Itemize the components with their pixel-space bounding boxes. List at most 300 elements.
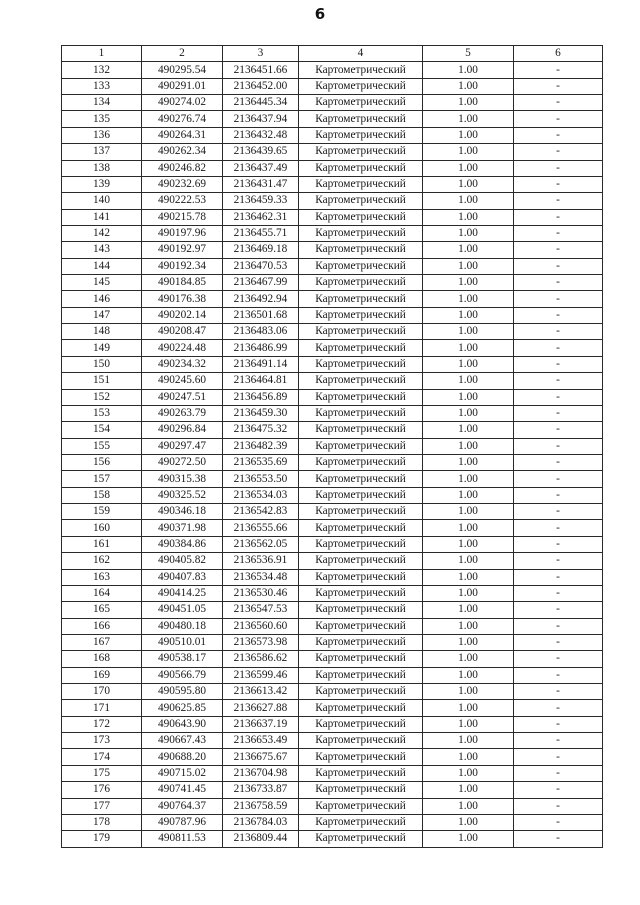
note-cell: - — [514, 471, 603, 487]
table-row — [62, 258, 603, 274]
accuracy-cell: 1.00 — [423, 798, 514, 814]
method-cell: Картометрический — [299, 258, 423, 274]
accuracy-cell: 1.00 — [423, 749, 514, 765]
y-coordinate-cell: 2136475.32 — [223, 422, 299, 438]
table-row — [62, 487, 603, 503]
point-number-cell: 176 — [62, 782, 142, 798]
point-number-cell: 157 — [62, 471, 142, 487]
y-coordinate-cell: 2136613.42 — [223, 684, 299, 700]
accuracy-cell: 1.00 — [423, 160, 514, 176]
table-row — [62, 520, 603, 536]
table-body — [62, 62, 603, 847]
accuracy-cell: 1.00 — [423, 144, 514, 160]
method-cell: Картометрический — [299, 356, 423, 372]
y-coordinate-cell: 2136491.14 — [223, 356, 299, 372]
header-cell: 2 — [142, 46, 223, 62]
accuracy-cell: 1.00 — [423, 536, 514, 552]
accuracy-cell: 1.00 — [423, 585, 514, 601]
note-cell: - — [514, 373, 603, 389]
y-coordinate-cell: 2136733.87 — [223, 782, 299, 798]
point-number-cell: 158 — [62, 487, 142, 503]
point-number-cell: 145 — [62, 275, 142, 291]
point-number-cell: 166 — [62, 618, 142, 634]
note-cell: - — [514, 389, 603, 405]
x-coordinate-cell: 490405.82 — [142, 553, 223, 569]
accuracy-cell: 1.00 — [423, 209, 514, 225]
note-cell: - — [514, 78, 603, 94]
point-number-cell: 156 — [62, 454, 142, 470]
method-cell: Картометрический — [299, 95, 423, 111]
x-coordinate-cell: 490371.98 — [142, 520, 223, 536]
point-number-cell: 169 — [62, 667, 142, 683]
note-cell: - — [514, 405, 603, 421]
point-number-cell: 147 — [62, 307, 142, 323]
point-number-cell: 142 — [62, 225, 142, 241]
method-cell: Картометрический — [299, 225, 423, 241]
x-coordinate-cell: 490208.47 — [142, 324, 223, 340]
note-cell: - — [514, 307, 603, 323]
note-cell: - — [514, 111, 603, 127]
header-cell: 6 — [514, 46, 603, 62]
accuracy-cell: 1.00 — [423, 602, 514, 618]
method-cell: Картометрический — [299, 618, 423, 634]
accuracy-cell: 1.00 — [423, 700, 514, 716]
accuracy-cell: 1.00 — [423, 225, 514, 241]
note-cell: - — [514, 667, 603, 683]
table-row — [62, 684, 603, 700]
note-cell: - — [514, 160, 603, 176]
y-coordinate-cell: 2136492.94 — [223, 291, 299, 307]
accuracy-cell: 1.00 — [423, 356, 514, 372]
accuracy-cell: 1.00 — [423, 127, 514, 143]
method-cell: Картометрический — [299, 373, 423, 389]
y-coordinate-cell: 2136637.19 — [223, 716, 299, 732]
point-number-cell: 163 — [62, 569, 142, 585]
method-cell: Картометрический — [299, 78, 423, 94]
table-row — [62, 438, 603, 454]
accuracy-cell: 1.00 — [423, 520, 514, 536]
method-cell: Картометрический — [299, 389, 423, 405]
note-cell: - — [514, 95, 603, 111]
note-cell: - — [514, 242, 603, 258]
table-row — [62, 454, 603, 470]
accuracy-cell: 1.00 — [423, 291, 514, 307]
y-coordinate-cell: 2136536.91 — [223, 553, 299, 569]
point-number-cell: 146 — [62, 291, 142, 307]
x-coordinate-cell: 490315.38 — [142, 471, 223, 487]
x-coordinate-cell: 490224.48 — [142, 340, 223, 356]
accuracy-cell: 1.00 — [423, 831, 514, 847]
table-row — [62, 127, 603, 143]
method-cell: Картометрический — [299, 634, 423, 650]
y-coordinate-cell: 2136501.68 — [223, 307, 299, 323]
method-cell: Картометрический — [299, 127, 423, 143]
point-number-cell: 161 — [62, 536, 142, 552]
method-cell: Картометрический — [299, 454, 423, 470]
y-coordinate-cell: 2136451.66 — [223, 62, 299, 78]
method-cell: Картометрический — [299, 160, 423, 176]
point-number-cell: 136 — [62, 127, 142, 143]
method-cell: Картометрический — [299, 471, 423, 487]
note-cell: - — [514, 62, 603, 78]
note-cell: - — [514, 291, 603, 307]
method-cell: Картометрический — [299, 536, 423, 552]
point-number-cell: 139 — [62, 176, 142, 192]
y-coordinate-cell: 2136482.39 — [223, 438, 299, 454]
point-number-cell: 153 — [62, 405, 142, 421]
header-cell: 5 — [423, 46, 514, 62]
note-cell: - — [514, 634, 603, 650]
x-coordinate-cell: 490384.86 — [142, 536, 223, 552]
method-cell: Картометрический — [299, 749, 423, 765]
x-coordinate-cell: 490451.05 — [142, 602, 223, 618]
note-cell: - — [514, 324, 603, 340]
note-cell: - — [514, 520, 603, 536]
note-cell: - — [514, 144, 603, 160]
y-coordinate-cell: 2136553.50 — [223, 471, 299, 487]
y-coordinate-cell: 2136675.67 — [223, 749, 299, 765]
y-coordinate-cell: 2136431.47 — [223, 176, 299, 192]
note-cell: - — [514, 340, 603, 356]
x-coordinate-cell: 490215.78 — [142, 209, 223, 225]
method-cell: Картометрический — [299, 242, 423, 258]
accuracy-cell: 1.00 — [423, 176, 514, 192]
table-row — [62, 602, 603, 618]
method-cell: Картометрический — [299, 193, 423, 209]
method-cell: Картометрический — [299, 438, 423, 454]
accuracy-cell: 1.00 — [423, 340, 514, 356]
note-cell: - — [514, 209, 603, 225]
y-coordinate-cell: 2136486.99 — [223, 340, 299, 356]
y-coordinate-cell: 2136560.60 — [223, 618, 299, 634]
table-row — [62, 765, 603, 781]
table-row — [62, 324, 603, 340]
coordinates-table — [61, 45, 603, 848]
y-coordinate-cell: 2136586.62 — [223, 651, 299, 667]
accuracy-cell: 1.00 — [423, 193, 514, 209]
accuracy-cell: 1.00 — [423, 373, 514, 389]
method-cell: Картометрический — [299, 487, 423, 503]
table-row — [62, 209, 603, 225]
table-row — [62, 225, 603, 241]
table-row — [62, 422, 603, 438]
header-cell: 3 — [223, 46, 299, 62]
accuracy-cell: 1.00 — [423, 438, 514, 454]
x-coordinate-cell: 490291.01 — [142, 78, 223, 94]
note-cell: - — [514, 798, 603, 814]
x-coordinate-cell: 490566.79 — [142, 667, 223, 683]
method-cell: Картометрический — [299, 700, 423, 716]
x-coordinate-cell: 490262.34 — [142, 144, 223, 160]
method-cell: Картометрический — [299, 275, 423, 291]
x-coordinate-cell: 490295.54 — [142, 62, 223, 78]
accuracy-cell: 1.00 — [423, 667, 514, 683]
x-coordinate-cell: 490264.31 — [142, 127, 223, 143]
method-cell: Картометрический — [299, 307, 423, 323]
table-row — [62, 782, 603, 798]
table-row — [62, 700, 603, 716]
accuracy-cell: 1.00 — [423, 111, 514, 127]
note-cell: - — [514, 700, 603, 716]
point-number-cell: 168 — [62, 651, 142, 667]
y-coordinate-cell: 2136535.69 — [223, 454, 299, 470]
point-number-cell: 177 — [62, 798, 142, 814]
x-coordinate-cell: 490176.38 — [142, 291, 223, 307]
accuracy-cell: 1.00 — [423, 422, 514, 438]
point-number-cell: 178 — [62, 814, 142, 830]
table-row — [62, 356, 603, 372]
note-cell: - — [514, 225, 603, 241]
y-coordinate-cell: 2136555.66 — [223, 520, 299, 536]
accuracy-cell: 1.00 — [423, 454, 514, 470]
point-number-cell: 165 — [62, 602, 142, 618]
method-cell: Картометрический — [299, 553, 423, 569]
y-coordinate-cell: 2136452.00 — [223, 78, 299, 94]
note-cell: - — [514, 651, 603, 667]
table-row — [62, 291, 603, 307]
method-cell: Картометрический — [299, 798, 423, 814]
accuracy-cell: 1.00 — [423, 242, 514, 258]
accuracy-cell: 1.00 — [423, 504, 514, 520]
note-cell: - — [514, 438, 603, 454]
table-row — [62, 160, 603, 176]
note-cell: - — [514, 356, 603, 372]
method-cell: Картометрический — [299, 765, 423, 781]
table-header-row — [62, 46, 603, 62]
x-coordinate-cell: 490272.50 — [142, 454, 223, 470]
accuracy-cell: 1.00 — [423, 765, 514, 781]
accuracy-cell: 1.00 — [423, 634, 514, 650]
accuracy-cell: 1.00 — [423, 814, 514, 830]
y-coordinate-cell: 2136467.99 — [223, 275, 299, 291]
point-number-cell: 162 — [62, 553, 142, 569]
note-cell: - — [514, 602, 603, 618]
x-coordinate-cell: 490296.84 — [142, 422, 223, 438]
note-cell: - — [514, 127, 603, 143]
point-number-cell: 155 — [62, 438, 142, 454]
note-cell: - — [514, 536, 603, 552]
method-cell: Картометрический — [299, 651, 423, 667]
x-coordinate-cell: 490232.69 — [142, 176, 223, 192]
x-coordinate-cell: 490274.02 — [142, 95, 223, 111]
y-coordinate-cell: 2136599.46 — [223, 667, 299, 683]
accuracy-cell: 1.00 — [423, 487, 514, 503]
y-coordinate-cell: 2136462.31 — [223, 209, 299, 225]
note-cell: - — [514, 569, 603, 585]
accuracy-cell: 1.00 — [423, 618, 514, 634]
y-coordinate-cell: 2136470.53 — [223, 258, 299, 274]
point-number-cell: 172 — [62, 716, 142, 732]
y-coordinate-cell: 2136542.83 — [223, 504, 299, 520]
x-coordinate-cell: 490247.51 — [142, 389, 223, 405]
x-coordinate-cell: 490538.17 — [142, 651, 223, 667]
y-coordinate-cell: 2136445.34 — [223, 95, 299, 111]
method-cell: Картометрический — [299, 814, 423, 830]
point-number-cell: 179 — [62, 831, 142, 847]
y-coordinate-cell: 2136809.44 — [223, 831, 299, 847]
y-coordinate-cell: 2136562.05 — [223, 536, 299, 552]
accuracy-cell: 1.00 — [423, 471, 514, 487]
table-row — [62, 618, 603, 634]
table-row — [62, 536, 603, 552]
table-row — [62, 667, 603, 683]
table-row — [62, 78, 603, 94]
x-coordinate-cell: 490276.74 — [142, 111, 223, 127]
x-coordinate-cell: 490715.02 — [142, 765, 223, 781]
table-row — [62, 176, 603, 192]
x-coordinate-cell: 490325.52 — [142, 487, 223, 503]
accuracy-cell: 1.00 — [423, 684, 514, 700]
method-cell: Картометрический — [299, 504, 423, 520]
note-cell: - — [514, 487, 603, 503]
accuracy-cell: 1.00 — [423, 553, 514, 569]
x-coordinate-cell: 490197.96 — [142, 225, 223, 241]
y-coordinate-cell: 2136439.65 — [223, 144, 299, 160]
header-cell: 1 — [62, 46, 142, 62]
point-number-cell: 140 — [62, 193, 142, 209]
y-coordinate-cell: 2136469.18 — [223, 242, 299, 258]
note-cell: - — [514, 814, 603, 830]
accuracy-cell: 1.00 — [423, 62, 514, 78]
point-number-cell: 175 — [62, 765, 142, 781]
x-coordinate-cell: 490643.90 — [142, 716, 223, 732]
method-cell: Картометрический — [299, 176, 423, 192]
y-coordinate-cell: 2136459.30 — [223, 405, 299, 421]
note-cell: - — [514, 585, 603, 601]
note-cell: - — [514, 831, 603, 847]
point-number-cell: 160 — [62, 520, 142, 536]
point-number-cell: 135 — [62, 111, 142, 127]
point-number-cell: 170 — [62, 684, 142, 700]
note-cell: - — [514, 749, 603, 765]
method-cell: Картометрический — [299, 291, 423, 307]
point-number-cell: 149 — [62, 340, 142, 356]
table-row — [62, 62, 603, 78]
y-coordinate-cell: 2136627.88 — [223, 700, 299, 716]
note-cell: - — [514, 275, 603, 291]
y-coordinate-cell: 2136758.59 — [223, 798, 299, 814]
point-number-cell: 164 — [62, 585, 142, 601]
x-coordinate-cell: 490667.43 — [142, 733, 223, 749]
x-coordinate-cell: 490787.96 — [142, 814, 223, 830]
table-row — [62, 814, 603, 830]
y-coordinate-cell: 2136483.06 — [223, 324, 299, 340]
note-cell: - — [514, 258, 603, 274]
point-number-cell: 134 — [62, 95, 142, 111]
note-cell: - — [514, 553, 603, 569]
method-cell: Картометрический — [299, 716, 423, 732]
x-coordinate-cell: 490595.80 — [142, 684, 223, 700]
table-row — [62, 373, 603, 389]
method-cell: Картометрический — [299, 831, 423, 847]
accuracy-cell: 1.00 — [423, 95, 514, 111]
point-number-cell: 137 — [62, 144, 142, 160]
accuracy-cell: 1.00 — [423, 389, 514, 405]
point-number-cell: 133 — [62, 78, 142, 94]
table-row — [62, 389, 603, 405]
table-row — [62, 471, 603, 487]
y-coordinate-cell: 2136455.71 — [223, 225, 299, 241]
page-number: 6 — [314, 5, 326, 23]
point-number-cell: 150 — [62, 356, 142, 372]
x-coordinate-cell: 490346.18 — [142, 504, 223, 520]
accuracy-cell: 1.00 — [423, 307, 514, 323]
table-row — [62, 798, 603, 814]
x-coordinate-cell: 490764.37 — [142, 798, 223, 814]
accuracy-cell: 1.00 — [423, 78, 514, 94]
method-cell: Картометрический — [299, 602, 423, 618]
method-cell: Картометрический — [299, 422, 423, 438]
x-coordinate-cell: 490263.79 — [142, 405, 223, 421]
accuracy-cell: 1.00 — [423, 733, 514, 749]
point-number-cell: 141 — [62, 209, 142, 225]
accuracy-cell: 1.00 — [423, 258, 514, 274]
method-cell: Картометрический — [299, 144, 423, 160]
x-coordinate-cell: 490192.34 — [142, 258, 223, 274]
method-cell: Картометрический — [299, 733, 423, 749]
y-coordinate-cell: 2136456.89 — [223, 389, 299, 405]
x-coordinate-cell: 490407.83 — [142, 569, 223, 585]
note-cell: - — [514, 454, 603, 470]
note-cell: - — [514, 618, 603, 634]
y-coordinate-cell: 2136464.81 — [223, 373, 299, 389]
x-coordinate-cell: 490234.32 — [142, 356, 223, 372]
note-cell: - — [514, 716, 603, 732]
table-row — [62, 95, 603, 111]
note-cell: - — [514, 765, 603, 781]
accuracy-cell: 1.00 — [423, 569, 514, 585]
note-cell: - — [514, 733, 603, 749]
point-number-cell: 152 — [62, 389, 142, 405]
x-coordinate-cell: 490414.25 — [142, 585, 223, 601]
method-cell: Картометрический — [299, 585, 423, 601]
table-row — [62, 340, 603, 356]
method-cell: Картометрический — [299, 782, 423, 798]
x-coordinate-cell: 490625.85 — [142, 700, 223, 716]
table-row — [62, 553, 603, 569]
y-coordinate-cell: 2136437.49 — [223, 160, 299, 176]
y-coordinate-cell: 2136432.48 — [223, 127, 299, 143]
accuracy-cell: 1.00 — [423, 405, 514, 421]
table-row — [62, 733, 603, 749]
method-cell: Картометрический — [299, 340, 423, 356]
table-row — [62, 275, 603, 291]
table-row — [62, 111, 603, 127]
accuracy-cell: 1.00 — [423, 275, 514, 291]
table-row — [62, 144, 603, 160]
note-cell: - — [514, 684, 603, 700]
point-number-cell: 148 — [62, 324, 142, 340]
table-row — [62, 569, 603, 585]
table-row — [62, 716, 603, 732]
table-row — [62, 749, 603, 765]
note-cell: - — [514, 782, 603, 798]
note-cell: - — [514, 193, 603, 209]
point-number-cell: 151 — [62, 373, 142, 389]
point-number-cell: 159 — [62, 504, 142, 520]
point-number-cell: 167 — [62, 634, 142, 650]
point-number-cell: 171 — [62, 700, 142, 716]
accuracy-cell: 1.00 — [423, 782, 514, 798]
point-number-cell: 154 — [62, 422, 142, 438]
x-coordinate-cell: 490688.20 — [142, 749, 223, 765]
y-coordinate-cell: 2136437.94 — [223, 111, 299, 127]
method-cell: Картометрический — [299, 569, 423, 585]
x-coordinate-cell: 490245.60 — [142, 373, 223, 389]
y-coordinate-cell: 2136704.98 — [223, 765, 299, 781]
note-cell: - — [514, 176, 603, 192]
table-row — [62, 585, 603, 601]
